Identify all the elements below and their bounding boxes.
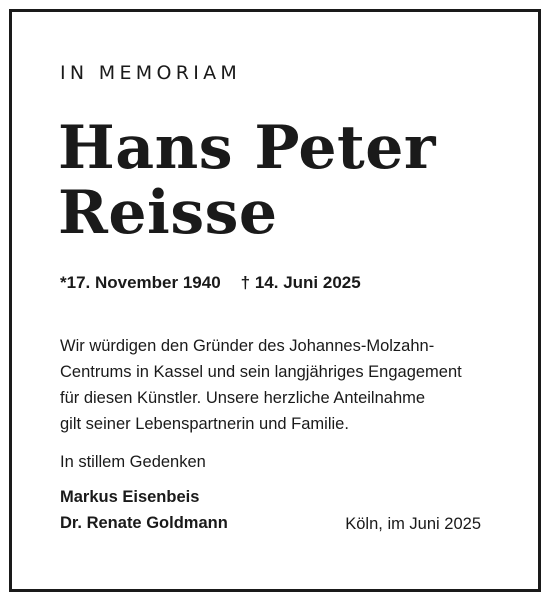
deceased-name-line-1: Hans Peter xyxy=(58,113,437,183)
signatory-1: Markus Eisenbeis xyxy=(60,488,200,506)
deceased-name-line-2: Reisse xyxy=(58,178,278,248)
death-date: † 14. Juni 2025 xyxy=(240,273,361,292)
message-line: Centrums in Kassel und sein langjähriges Engagement xyxy=(60,363,462,381)
message-line: gilt seiner Lebenspartnerin und Familie. xyxy=(60,415,349,433)
place-and-date: Köln, im Juni 2025 xyxy=(345,515,481,533)
life-dates xyxy=(60,273,361,293)
condolence-message xyxy=(60,333,500,437)
heading-in-memoriam: IN MEMORIAM xyxy=(60,62,242,84)
message-line: Wir würdigen den Gründer des Johannes-Molzahn- xyxy=(60,337,435,355)
signatory-2: Dr. Renate Goldmann xyxy=(60,514,228,532)
closing-phrase: In stillem Gedenken xyxy=(60,453,206,471)
birth-date: *17. November 1940 xyxy=(60,273,221,292)
message-line: für diesen Künstler. Unsere herzliche Anteilnahme xyxy=(60,389,426,407)
